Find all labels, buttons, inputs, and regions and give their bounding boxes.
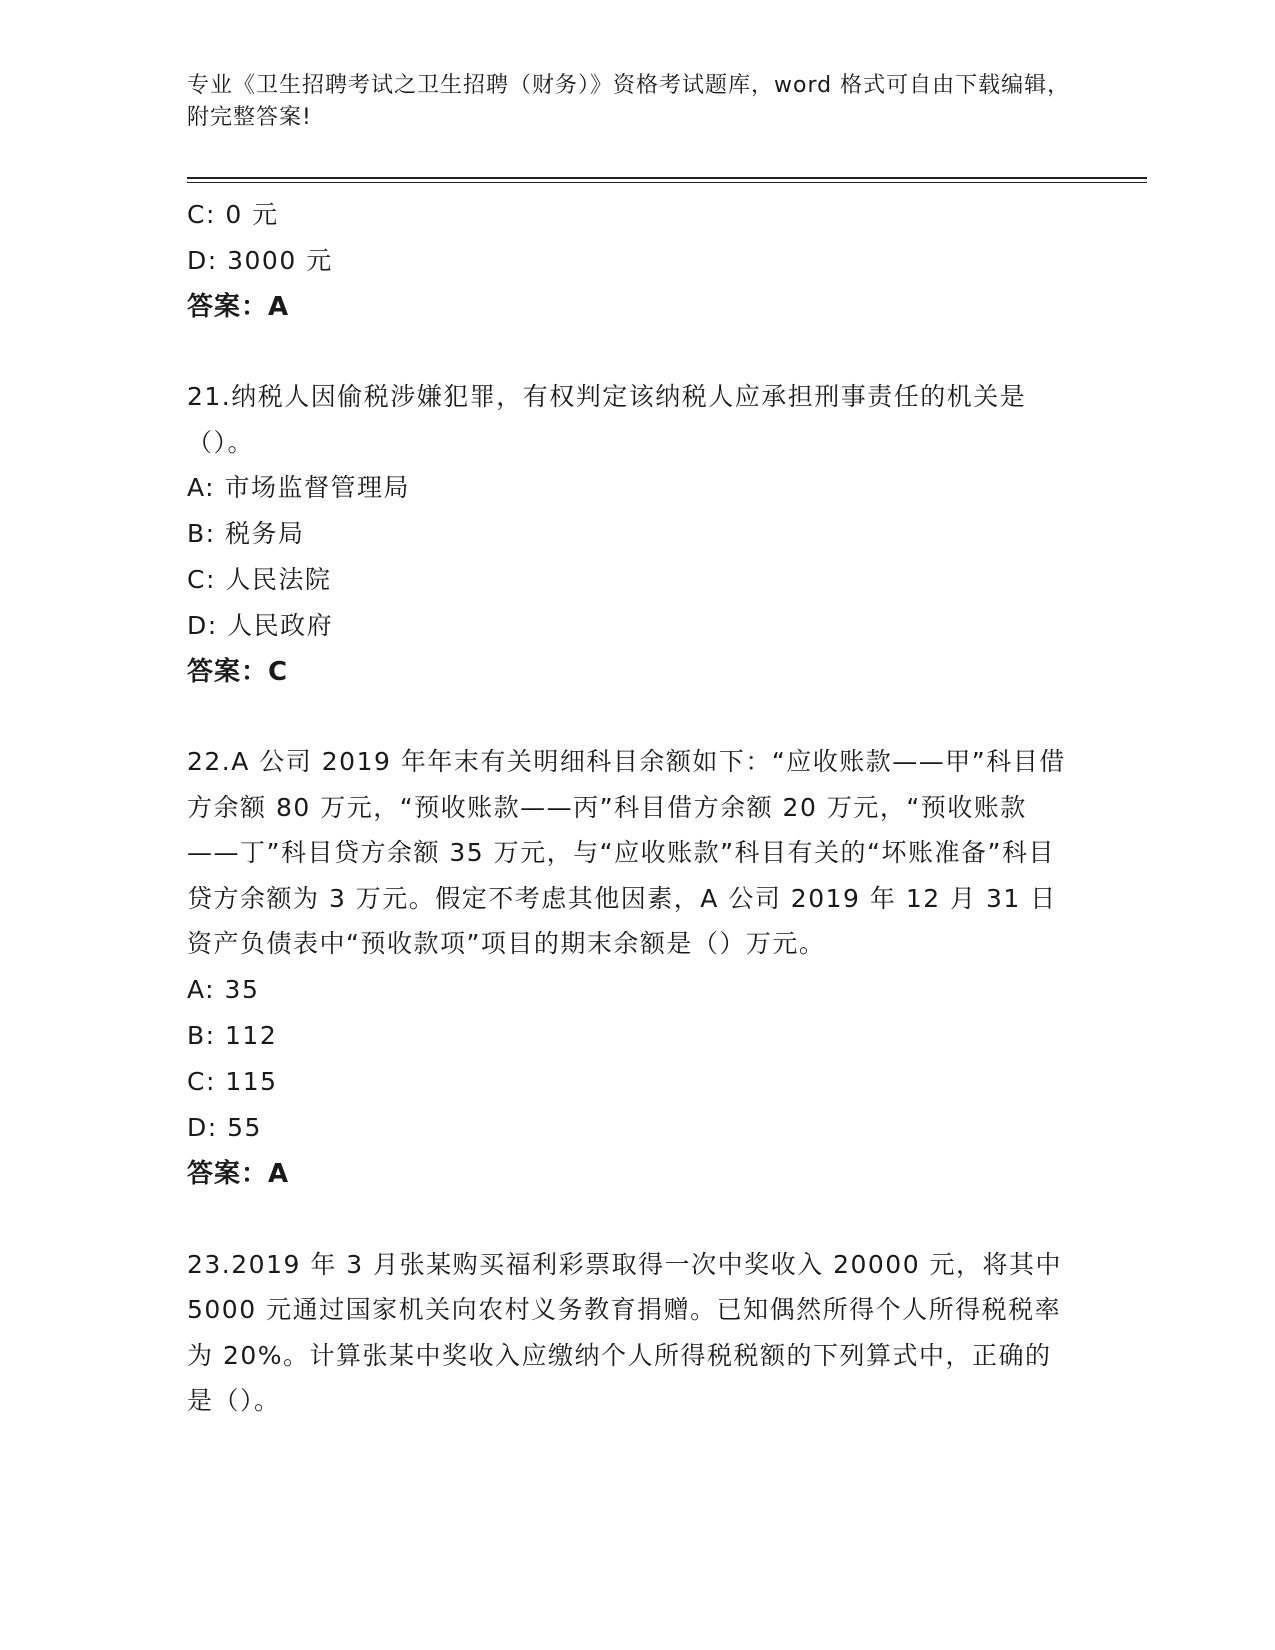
option-c: C: 115 <box>187 1066 278 1096</box>
answer-line: 答案：A <box>187 292 290 322</box>
option-a: A: 市场监督管理局 <box>187 473 411 502</box>
question-22 <box>187 739 1087 1197</box>
document-body <box>187 192 1087 1424</box>
option-c: C: 人民法院 <box>187 565 332 594</box>
question-23 <box>187 1242 1087 1424</box>
option-d: D: 55 <box>187 1112 262 1142</box>
option-d: D: 人民政府 <box>187 611 334 640</box>
question-text: 22.A 公司 2019 年年末有关明细科目余额如下：“应收账款——甲”科目借方余额 80 万元，“预收账款——丙”科目借方余额 20 万元，“预收账款——丁”科目贷方余额 35 万元，与“应收账款”科目有关的“坏账准备”科目贷方余额为 3 万元。假定不考虑其他因素，A 公司 2019 年 12 月 31 日资产负债表中“预收款项”项目的期末余额是（）万元。 <box>187 747 1066 958</box>
previous-question <box>187 192 1087 330</box>
answer-line: 答案：A <box>187 1158 290 1189</box>
header-divider <box>187 177 1147 179</box>
question-text: 21.纳税人因偷税涉嫌犯罪，有权判定该纳税人应承担刑事责任的机关是（）。 <box>187 382 1027 457</box>
answer-line: 答案：C <box>187 657 289 687</box>
option-a: A: 35 <box>187 974 260 1004</box>
option-c: C: 0 元 <box>187 200 279 229</box>
option-b: B: 112 <box>187 1020 278 1050</box>
header-divider-thin <box>187 182 1147 183</box>
document-header: 专业《卫生招聘考试之卫生招聘（财务）》资格考试题库，word 格式可自由下载编辑，附完整答案! <box>187 73 1071 130</box>
question-text: 23.2019 年 3 月张某购买福利彩票取得一次中奖收入 20000 元，将其中 5000 元通过国家机关向农村义务教育捐赠。已知偶然所得个人所得税税率为 20%。计算张某中奖收入应缴纳个人所得税税额的下列算式中，正确的是（）。 <box>187 1249 1063 1415</box>
option-b: B: 税务局 <box>187 519 305 548</box>
question-21 <box>187 374 1087 695</box>
option-d: D: 3000 元 <box>187 246 333 275</box>
